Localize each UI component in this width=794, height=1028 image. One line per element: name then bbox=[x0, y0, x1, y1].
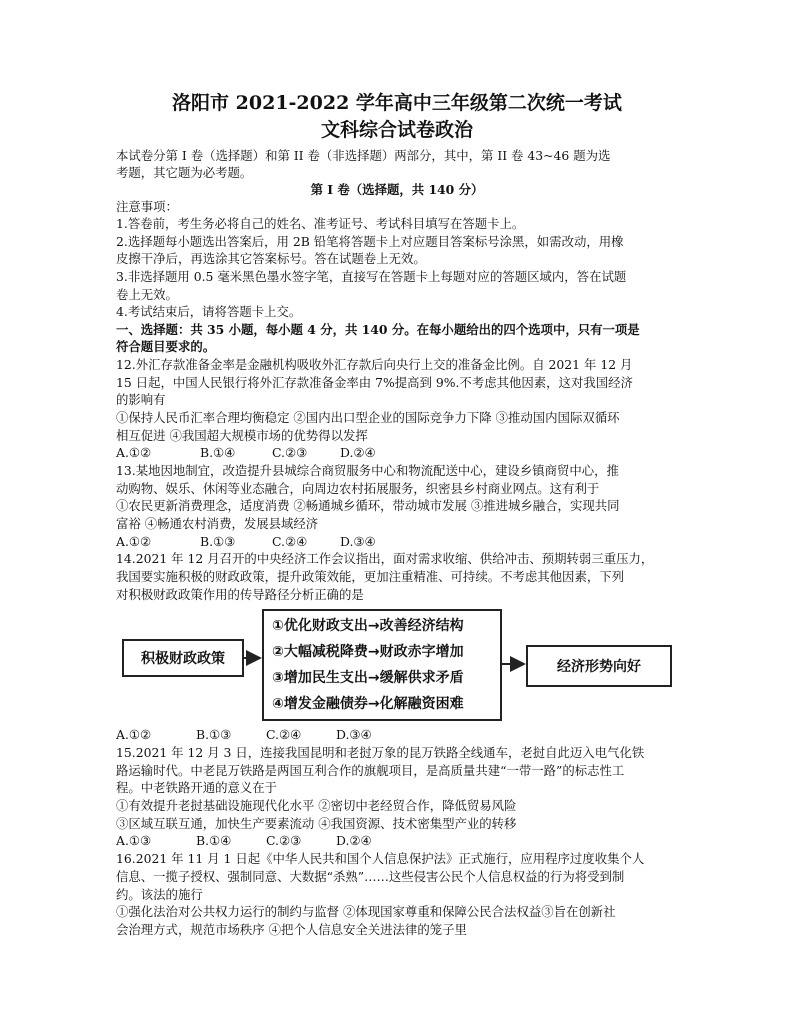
diagram-box-paths bbox=[262, 609, 502, 721]
exam-subtitle: 文科综合试卷政治 bbox=[320, 119, 473, 141]
q13-option-a: A.①② bbox=[116, 534, 152, 549]
q15-option-a: A.①③ bbox=[116, 833, 152, 848]
q13-option-b: B.①③ bbox=[200, 534, 236, 549]
q14-stem: 对积极财政政策作用的传导路径分析正确的是 bbox=[116, 587, 364, 602]
q15-choice-line: ③区域互联互通，加快生产要素流动 ④我国资源、技术密集型产业的转移 bbox=[116, 816, 517, 831]
notes-line: 2.选择题每小题选出答案后，用 2B 铅笔将答题卡上对应题目答案标号涂黑，如需改动，用橡 bbox=[116, 234, 624, 249]
q16-stem: 信息、一揽子授权、强制同意、大数据“杀熟”……这些侵害公民个人信息权益的行为将受到制 bbox=[116, 869, 625, 884]
q13-option-c: C.②④ bbox=[272, 534, 308, 549]
q12-option-d: D.②④ bbox=[340, 445, 376, 460]
diagram-path-2: ②大幅减税降费→财政赤字增加 bbox=[272, 644, 464, 660]
q13-choice-line: ①农民更新消费理念，适度消费 ②畅通城乡循环，带动城市发展 ③推进城乡融合，实现共同 bbox=[116, 498, 620, 513]
notes-line: 皮擦干净后，再选涂其它答案标号。答在试题卷上无效。 bbox=[116, 251, 426, 266]
q12-option-b: B.①④ bbox=[200, 445, 236, 460]
section-heading: 一、选择题：共 35 小题，每小题 4 分，共 140 分。在每小题给出的四个选项中，只有一项是 bbox=[116, 322, 640, 337]
diagram-path-3: ③增加民生支出→缓解供求矛盾 bbox=[272, 670, 464, 686]
notes-line: 卷上无效。 bbox=[116, 287, 178, 302]
q16-stem: 16.2021 年 11 月 1 日起《中华人民共和国个人信息保护法》正式施行，应用程序过度收集个人 bbox=[116, 851, 645, 866]
exam-title: 洛阳市 2021-2022 学年高中三年级第二次统一考试 bbox=[172, 92, 622, 114]
q13-stem: 动购物、娱乐、休闲等业态融合，向周边农村拓展服务，织密县乡村商业网点。这有利于 bbox=[116, 481, 600, 496]
q15-option-b: B.①④ bbox=[196, 833, 232, 848]
q16-stem: 约。该法的施行 bbox=[116, 887, 203, 902]
q15-option-c: C.②③ bbox=[266, 833, 302, 848]
intro-line: 考题，其它题为必考题。 bbox=[116, 165, 253, 180]
q14-option-d: D.③④ bbox=[336, 727, 372, 742]
q12-stem: 12.外汇存款准备金率是金融机构吸收外汇存款后向央行上交的准备金比例。自 2021 年 12 月 bbox=[116, 357, 633, 372]
q14-stem: 我国要实施积极的财政政策，提升政策效能，更加注重精准、可持续。不考虑其他因素，下列 bbox=[116, 569, 625, 584]
q12-choice-line: ①保持人民币汇率合理均衡稳定 ②国内出口型企业的国际竞争力下降 ③推动国内国际双循环 bbox=[116, 410, 620, 425]
q13-option-d: D.③④ bbox=[340, 534, 376, 549]
q13-stem: 13.某地因地制宜，改造提升县城综合商贸服务中心和物流配送中心，建设乡镇商贸中心，推 bbox=[116, 463, 619, 478]
diagram-path-4: ④增发金融债券→化解融资困难 bbox=[272, 696, 464, 712]
transmission-path-diagram bbox=[116, 603, 678, 723]
notes-line: 4.考试结束后，请将答题卡上交。 bbox=[116, 304, 302, 319]
q15-stem: 程。中老铁路开通的意义在于 bbox=[116, 780, 278, 795]
part1-title: 第 I 卷（选择题，共 140 分） bbox=[310, 182, 484, 197]
q14-stem: 14.2021 年 12 月召开的中央经济工作会议指出，面对需求收缩、供给冲击、预期转弱三重压力， bbox=[116, 551, 654, 566]
diagram-box-economy-improves: 经济形势向好 bbox=[526, 645, 672, 687]
q14-option-a: A.①② bbox=[116, 727, 152, 742]
q15-option-d: D.②④ bbox=[336, 833, 372, 848]
q15-choice-line: ①有效提升老挝基础设施现代化水平 ②密切中老经贸合作，降低贸易风险 bbox=[116, 798, 517, 813]
diagram-path-1: ①优化财政支出→改善经济结构 bbox=[272, 618, 464, 634]
q16-choice-line: ①强化法治对公共权力运行的制约与监督 ②体现国家尊重和保障公民合法权益③旨在创新社 bbox=[116, 904, 616, 919]
q12-option-c: C.②③ bbox=[272, 445, 308, 460]
notes-line: 3.非选择题用 0.5 毫米黑色墨水签字笔，直接写在答题卡上每题对应的答题区域内，答在试题 bbox=[116, 269, 627, 284]
q16-choice-line: 会治理方式，规范市场秩序 ④把个人信息安全关进法律的笼子里 bbox=[116, 922, 467, 937]
q14-option-c: C.②④ bbox=[266, 727, 302, 742]
q12-option-a: A.①② bbox=[116, 445, 152, 460]
q12-stem: 15 日起，中国人民银行将外汇存款准备金率由 7%提高到 9%.不考虑其他因素，这对我国经济 bbox=[116, 375, 633, 390]
diagram-box-fiscal-policy: 积极财政政策 bbox=[122, 639, 244, 677]
notes-heading: 注意事项： bbox=[116, 199, 178, 214]
q14-option-b: B.①③ bbox=[196, 727, 232, 742]
q15-stem: 路运输时代。中老昆万铁路是两国互利合作的旗舰项目，是高质量共建“一带一路”的标志性工 bbox=[116, 763, 625, 778]
q12-stem: 的影响有 bbox=[116, 392, 166, 407]
q13-choice-line: 富裕 ④畅通农村消费，发展县域经济 bbox=[116, 516, 319, 531]
section-heading: 符合题目要求的。 bbox=[116, 339, 216, 354]
intro-line: 本试卷分第 I 卷（选择题）和第 II 卷（非选择题）两部分，其中，第 II 卷 43~46 题为选 bbox=[116, 148, 611, 163]
notes-line: 1.答卷前，考生务必将自己的姓名、准考证号、考试科目填写在答题卡上。 bbox=[116, 216, 525, 231]
q12-choice-line: 相互促进 ④我国超大规模市场的优势得以发挥 bbox=[116, 428, 368, 443]
q15-stem: 15.2021 年 12 月 3 日，连接我国昆明和老挝万象的昆万铁路全线通车，老挝自此迈入电气化铁 bbox=[116, 745, 645, 760]
